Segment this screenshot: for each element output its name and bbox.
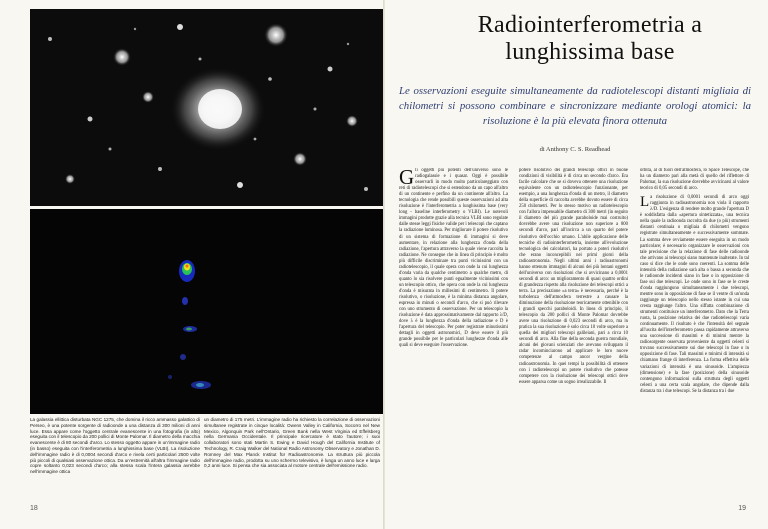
body-column-2 [519, 168, 628, 498]
body-column-3 [640, 168, 749, 498]
article-subtitle: Le osservazioni eseguite simultaneamente da radiotelescopi distanti migliaia di chilometri si possono combinare e sincronizzare mediante orologi atomici: la risoluzione è la più elevata finora ottenuta [399, 85, 751, 127]
body-text: a risoluzione di 0,0001 secondi di arco oggi raggiunta in radioastronomia non viola il rapporto λ/D. L'esigenza di rendere molto grande l'apertura D è soddisfatta dalla «apertura sintetizzata», una tecnica nella quale la radioonda raccolta da due (o più) strumenti distanti centinaia o migliaia di chilometri vengono registrate simultaneamente e successivamente sommate. La somma deve ovviamente essere eseguita in un modo particolare; è necessario organizzare le osservazioni con tale precisione che la relazione di fase delle radioonde che arrivano ai telescopi siano mantenute inalterate. In tal caso si dice che le onde sono coerenti. La somma delle intensità della radiazione sarà alta o bassa a seconda che le radioonde incidenti siano in fase o in opposizione di fase sui due telescopi. Le onde sono in fase se le creste d'onda raggiungono simultaneamente i due telescopi, mentre sono in opposizione di fase se il ventre di un'onda raggiunge un telescopio nello stesso istante in cui una cresta raggiunge l'altro. Una siffatta combinazione di strumenti costituisce un interferometro. Dato che la Terra ruota, la posizione relativa dei due radiotelescopi varia continuamente. Il risultato è che l'intensità del segnale all'uscita dell'interferometro passa rapidamente attraverso una successione di massimi e di minimi mentre la radiosorgente osservata proveniente da oggetti celesti si trovano successivamente sui due telescopi in fase o in opposizione di fase. Tali massimi e minimi di intensità si chiamano frange di interferenza. La forma effettiva delle variazioni di intensità è una sinusoide. L'ampiezza (dimensione) e la fase (posizione) della sinusoide contengono informazioni sulla struttura degli oggetti celesti a una certa scala angolare, che dipende dalla distanza tra i due telescopi. Se la distanza tra i due [640, 195, 749, 394]
page-number-left: 18 [30, 505, 38, 512]
drop-cap: G [399, 168, 415, 189]
right-page [385, 0, 768, 529]
left-page [0, 0, 383, 529]
author-byline: di Anthony C. S. Readhead [539, 146, 611, 153]
body-text: potere risolutivo dei grandi telescopi ottici in buone condizioni di visibilità è di circa un secondo d'arco. Era facile calcolare che se si doveva ottenere una risoluzione equivalente con un radiotelescopio funzionante, per esempio, a una lunghezza d'onda di un metro, il diametro della superficie di raccolta avrebbe dovuto essere di circa 250 chilometri. Per lo stesso motivo un radiotelescopio con l'allora impensabile diametro di 300 metri (in seguito il diametro del più grande paraboloide mai costruito) dovrebbe avere una risoluzione non superiore a 800 secondi d'arco, pari all'incirca a un quarto del potere risolutivo dell'occhio umano. L'abile applicazione delle tecniche di radiointerferometria, insieme all'evoluzione tecnologica dei calcolatori, ha portato a poteri risolutivi che erano inconcepibili nei primi giorni della radioastronomia. Negli ultimi anni i radioastronomi hanno ottenuto immagini di alcuni dei più lontani oggetti dell'universo con risoluzioni che si avvicinano a 0,0001 secondi di arco: un miglioramento di quasi quattro ordini di grandezza rispetto alla risoluzione dei telescopi ottici a terra. La precisazione «a terra» è necessaria, perché è la turbolenza dell'atmosfera terrestre a causare la diminuzione della risoluzione teoricamente ottenibile con i grandi specchi paraboloidi. In linea di principio, il telescopio da 200 pollici di Monte Palomar dovrebbe avere una risoluzione di 0,023 secondi di arco, ma in pratica la sua risoluzione è solo circa 10 volte superiore a quella dei migliori telescopi galileiani, pari a circa 10 secondi di arco. Alla fine della seconda guerra mondiale, alcuni dei giovani scienziati che avevano sviluppato il radar incominciarono ad applicare le loro nuove competenze al campo ancor vergine della radioastronomia. In quei tempi la possibilità di ottenere con i radiotelescopi un potere risolutivo che potesse competere con la risoluzione dei telescopi ottici deve essere apparsa come un sogno irrealizzabile. Il [519, 168, 628, 385]
vlbi-radio-image [30, 209, 383, 414]
figure-caption-part-2: un diametro di 175 metri. L'immagine radio ha richiesto la correlazione di osservazioni simultanee registrate in cinque località: Owens Valley in California, Socorro nel New Mexico, Algonquin Park nell'Ontario, Green Bank nella West Virginia ed Effelsberg nella Germania Occidentale. Il principale ricercatore è stato l'autore; i suoi collaboratori sono stati Martin S. Ewing e David Hough del California Institute of Technology, R. Craig Walker del National Radio Astronomy Observatory e Jonathan D. Romney del Max Planck Institut für Radioastronomie. La struttura più piccola dell'immagine radio, prodotta su uno schermo televisivo, è lunga un anno luce e larga 0,2 anni luce. Si pensa che sia associata al motore centrale dell'emissione radio. [204, 417, 380, 469]
article-title: Radiointerferometria a lunghissima base [477, 12, 703, 65]
body-text: orbita, al di fuori dell'atmosfera, lo Space Telescope, che ha un diametro pari alla metà di quello del riflettore di Palomar, la sua risoluzione dovrebbe avvicinarsi al valore teorico di 0,05 secondi di arco. [640, 168, 749, 192]
galaxy-optical-photo [30, 9, 383, 206]
body-text: li oggetti più potenti dell'universo sono le radiogalassie e i quasar. Oggi è possibile osservarli in modo molto particolareggiato con reti di radiotelescopi che si estendono da un capo all'altro di un continente e perfino da un continente all'altro. La tecnologia che rende possibili queste osservazioni ad alta risoluzione è l'interferometria a lunghissima base (very long - baseline interferometry o VLBI). Le notevoli immagini prodotte grazie alla tecnica VLBI sono regolate dalle stesse leggi fisiche valide per i telescopi che captano la radiazione luminosa. Per migliorare il potere risolutivo di un sistema di formazione di immagini si deve aumentare, in relazione alla lunghezza d'onda della radiazione, l'apertura attraverso la quale viene raccolta la radiazione. Ne consegue che in linea di principio è molto più difficile discriminare tra punti vicinissimi con un radiotelescopio, il quale opera con onde la cui lunghezza d'onda varia da qualche centimetro a qualche metro, di quanto lo sia risolvere punti egualmente vicinissimi con un telescopio ottico, che opera con onde la cui lunghezza d'onda è misurata in millesimi di centimetro. Il potere risolutivo, o risoluzione, è la minima distanza angolare, espressa in minuti o secondi d'arco, che si può rilevare con uno strumento di osservazione. Per un telescopio la risoluzione è data approssimativamente dal rapporto λ/D, dove λ è la lunghezza d'onda della radiazione e D è l'apertura del telescopio. Per poter registrare minutissimi dettagli in oggetti astronomici, D deve essere il più grande possibile per le particolari lunghezze d'onda alle quali si deve eseguire l'osservazione. [399, 168, 508, 349]
radio-map-image [30, 209, 383, 414]
body-column-1 [399, 168, 508, 498]
page-number-right: 19 [738, 505, 746, 512]
figure-caption-part-1: La galassia ellittica disturbata NGC 1275, che domina il ricco ammasso galattico di Perseo, è una potente sorgente di radioonde a una distanza di 300 milioni di anni luce. Essa appare come l'oggetto centrale evanescente in una fotografia (in alto) eseguita con il telescopio da 200 pollici di Monte Palomar. Il diametro della macchia evanescente è di 80 secondi d'arco. Lo stesso oggetto appare in un'immagine radio (in basso) eseguita con l'interferometria a lunghissima base (VLBI). La risoluzione dell'immagine radio è di 0,0004 secondi d'arco e rivela certi particolari 2500 volte più piccoli di qualsiasi osservazione ottica. Da un'estremità all'altra l'immagine radio copre soltanto 0,023 secondi d'arco; alla stessa scala l'intera galassia avrebbe nell'immagine ottica [30, 417, 200, 475]
optical-star-field-image [30, 9, 383, 206]
drop-cap: L [640, 194, 650, 211]
